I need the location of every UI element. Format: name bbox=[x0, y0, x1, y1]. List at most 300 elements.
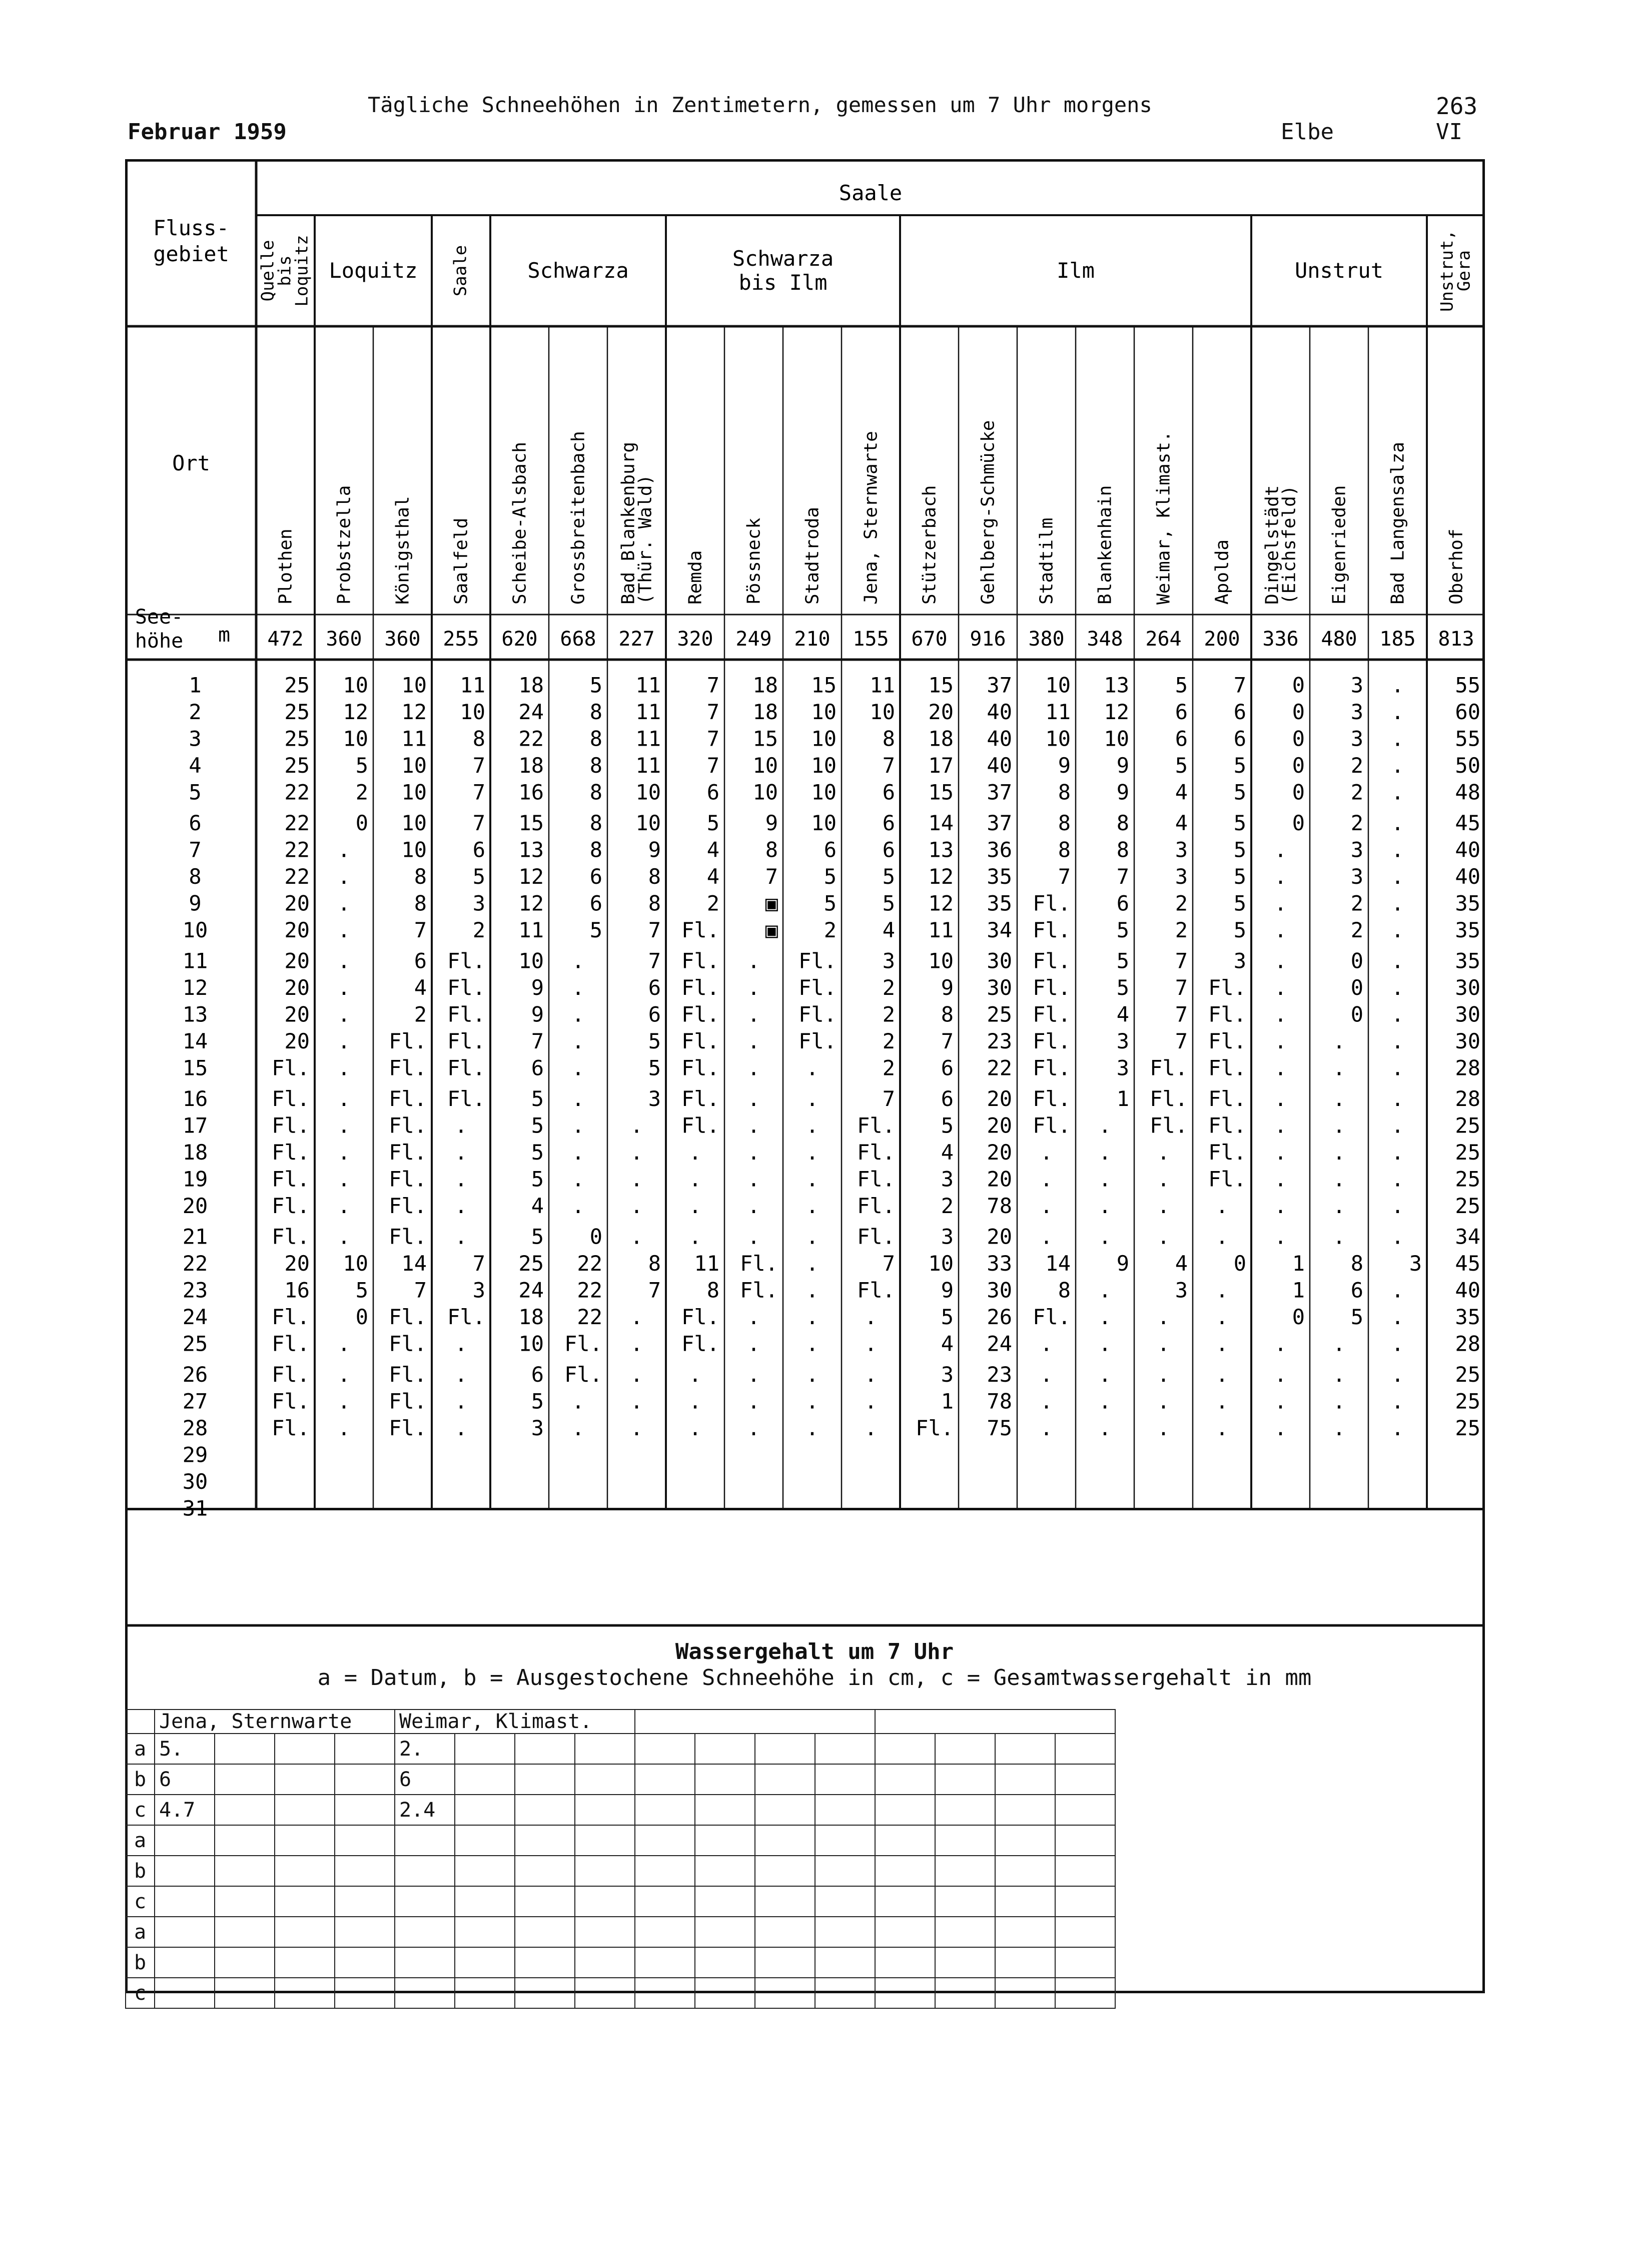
table-cell: 9 bbox=[1116, 1251, 1129, 1276]
table-cell: 5 bbox=[589, 673, 602, 698]
table-cell: 7 bbox=[1175, 948, 1188, 973]
table-cell: . bbox=[1040, 1416, 1053, 1440]
table-cell: . bbox=[630, 1140, 643, 1165]
table-cell: Fl. bbox=[1033, 1029, 1071, 1053]
table-cell: 7 bbox=[472, 1251, 485, 1276]
table-cell: . bbox=[337, 1113, 351, 1138]
table-cell: 25 bbox=[284, 753, 310, 778]
table-cell: 10 bbox=[1045, 673, 1071, 698]
table-cell: Fl. bbox=[1150, 1113, 1188, 1138]
table-cell: Fl. bbox=[564, 1331, 602, 1356]
table-cell: 5 bbox=[1175, 753, 1188, 778]
table-cell: 20 bbox=[987, 1167, 1012, 1192]
table-cell: 8 bbox=[1058, 780, 1071, 805]
table-cell: 6 bbox=[941, 1086, 954, 1111]
table-cell: . bbox=[805, 1140, 819, 1165]
station-elevation: 916 bbox=[970, 628, 1006, 651]
table-cell: . bbox=[454, 1416, 468, 1440]
table-cell: . bbox=[1391, 726, 1404, 751]
table-cell: 3 bbox=[1116, 1029, 1129, 1053]
table-cell: . bbox=[1040, 1194, 1053, 1218]
table-cell: Fl. bbox=[447, 1086, 485, 1111]
table-cell: 75 bbox=[987, 1416, 1012, 1440]
day-label: 11 bbox=[182, 948, 208, 973]
table-cell: 7 bbox=[414, 918, 427, 942]
table-cell: Fl. bbox=[1150, 1086, 1188, 1111]
table-cell: 2 bbox=[882, 975, 895, 1000]
table-cell: Fl. bbox=[272, 1416, 310, 1440]
table-cell: . bbox=[688, 1389, 702, 1414]
table-cell: . bbox=[1391, 837, 1404, 862]
table-cell: . bbox=[1332, 1029, 1346, 1053]
table-cell: Fl. bbox=[916, 1416, 954, 1440]
table-cell: . bbox=[454, 1224, 468, 1249]
table-cell: Fl. bbox=[681, 1029, 719, 1053]
table-cell: . bbox=[337, 1167, 351, 1192]
table-cell: . bbox=[747, 1305, 760, 1329]
table-cell: . bbox=[1098, 1416, 1112, 1440]
table-cell: . bbox=[1274, 891, 1287, 916]
table-cell: 45 bbox=[1455, 1251, 1480, 1276]
water-cell: 2.4 bbox=[395, 1795, 455, 1825]
day-label: 16 bbox=[182, 1086, 208, 1111]
station-elevation: 200 bbox=[1204, 628, 1240, 651]
table-cell: 26 bbox=[987, 1305, 1012, 1329]
table-cell: . bbox=[688, 1140, 702, 1165]
table-cell: . bbox=[1332, 1167, 1346, 1192]
table-cell: . bbox=[1157, 1167, 1170, 1192]
table-cell: 10 bbox=[343, 726, 368, 751]
table-cell: 15 bbox=[518, 811, 544, 835]
station-name: Plothen bbox=[275, 528, 296, 605]
table-cell: . bbox=[688, 1194, 702, 1218]
table-cell: 7 bbox=[1175, 975, 1188, 1000]
table-cell: . bbox=[1098, 1305, 1112, 1329]
station-name: Eigenrieden bbox=[1329, 485, 1350, 605]
table-cell: 28 bbox=[1455, 1055, 1480, 1080]
table-cell: Fl. bbox=[681, 975, 719, 1000]
day-label: 19 bbox=[182, 1167, 208, 1192]
table-cell: 9 bbox=[531, 975, 544, 1000]
table-cell: . bbox=[805, 1224, 819, 1249]
table-cell: 8 bbox=[941, 1002, 954, 1027]
table-cell: . bbox=[1391, 753, 1404, 778]
table-cell: 20 bbox=[284, 891, 310, 916]
station-elevation: 620 bbox=[501, 628, 538, 651]
table-cell: 8 bbox=[589, 753, 602, 778]
table-cell: 9 bbox=[1116, 780, 1129, 805]
table-cell: . bbox=[1274, 1002, 1287, 1027]
table-cell: Fl. bbox=[857, 1140, 895, 1165]
table-cell: . bbox=[1391, 1416, 1404, 1440]
table-cell: . bbox=[1215, 1305, 1229, 1329]
table-cell: 7 bbox=[1233, 673, 1246, 698]
table-cell: 25 bbox=[1455, 1140, 1480, 1165]
table-cell: 24 bbox=[518, 1278, 544, 1303]
table-cell: . bbox=[1391, 1194, 1404, 1218]
table-cell: Fl. bbox=[1208, 1113, 1246, 1138]
table-cell: 25 bbox=[1455, 1389, 1480, 1414]
table-cell: . bbox=[1274, 1389, 1287, 1414]
table-cell: Fl. bbox=[857, 1167, 895, 1192]
table-cell: 7 bbox=[765, 864, 778, 889]
table-cell: . bbox=[630, 1224, 643, 1249]
day-label: 17 bbox=[182, 1113, 208, 1138]
table-cell: 10 bbox=[752, 753, 778, 778]
table-cell: . bbox=[1332, 1113, 1346, 1138]
table-cell: Fl. bbox=[272, 1305, 310, 1329]
table-cell: 3 bbox=[1233, 948, 1246, 973]
table-cell: . bbox=[1040, 1331, 1053, 1356]
table-cell: 23 bbox=[987, 1029, 1012, 1053]
station-elevation: 348 bbox=[1087, 628, 1123, 651]
table-cell: 5 bbox=[1175, 673, 1188, 698]
station-name: Königsthal bbox=[392, 496, 413, 605]
day-label: 15 bbox=[182, 1055, 208, 1080]
table-cell: 3 bbox=[531, 1416, 544, 1440]
table-cell: 20 bbox=[987, 1140, 1012, 1165]
station-elevation: 472 bbox=[267, 628, 304, 651]
table-cell: Fl. bbox=[857, 1224, 895, 1249]
table-cell: . bbox=[1215, 1389, 1229, 1414]
table-cell: . bbox=[1274, 864, 1287, 889]
table-cell: 0 bbox=[589, 1224, 602, 1249]
table-cell: . bbox=[1391, 1113, 1404, 1138]
table-cell: 3 bbox=[1175, 837, 1188, 862]
day-label: 8 bbox=[189, 864, 202, 889]
day-label: 9 bbox=[189, 891, 202, 916]
table-cell: . bbox=[1098, 1113, 1112, 1138]
table-cell: 8 bbox=[472, 726, 485, 751]
water-content-legend: a = Datum, b = Ausgestochene Schneehöhe in cm, c = Gesamtwassergehalt in mm bbox=[317, 1665, 1312, 1690]
station-elevation: 320 bbox=[677, 628, 713, 651]
table-cell: Fl. bbox=[389, 1055, 427, 1080]
date-heading: Februar 1959 bbox=[128, 119, 287, 145]
table-cell: 5 bbox=[472, 864, 485, 889]
table-cell: . bbox=[630, 1362, 643, 1387]
table-cell: 1 bbox=[1116, 1086, 1129, 1111]
table-cell: Fl. bbox=[447, 1029, 485, 1053]
table-cell: Fl. bbox=[389, 1389, 427, 1414]
table-cell: 0 bbox=[1292, 700, 1305, 724]
main-group-label: Saale bbox=[839, 181, 903, 205]
table-cell: . bbox=[630, 1167, 643, 1192]
day-label: 3 bbox=[189, 726, 202, 751]
table-cell: Fl. bbox=[272, 1389, 310, 1414]
table-cell: Fl. bbox=[681, 918, 719, 942]
table-cell: 0 bbox=[355, 1305, 368, 1329]
table-cell: 6 bbox=[882, 780, 895, 805]
table-cell: 5 bbox=[1233, 811, 1246, 835]
table-cell: 4 bbox=[941, 1331, 954, 1356]
table-cell: . bbox=[1391, 1029, 1404, 1053]
table-cell: 6 bbox=[1233, 700, 1246, 724]
table-cell: . bbox=[1391, 864, 1404, 889]
table-cell: ▣ bbox=[765, 918, 778, 942]
table-cell: 6 bbox=[1350, 1278, 1363, 1303]
day-label: 23 bbox=[182, 1278, 208, 1303]
table-cell: . bbox=[1098, 1140, 1112, 1165]
table-cell: 25 bbox=[284, 673, 310, 698]
table-cell: . bbox=[571, 1002, 585, 1027]
table-cell: 0 bbox=[1350, 975, 1363, 1000]
table-cell: . bbox=[1391, 1224, 1404, 1249]
table-cell: 7 bbox=[1116, 864, 1129, 889]
table-cell: 5 bbox=[1116, 918, 1129, 942]
water-cell: 5. bbox=[155, 1734, 215, 1764]
table-cell: . bbox=[805, 1278, 819, 1303]
table-cell: . bbox=[337, 918, 351, 942]
table-cell: 2 bbox=[941, 1194, 954, 1218]
table-cell: . bbox=[454, 1167, 468, 1192]
table-cell: 2 bbox=[824, 918, 837, 942]
table-cell: . bbox=[1391, 1278, 1404, 1303]
table-cell: 37 bbox=[987, 811, 1012, 835]
table-cell: 6 bbox=[589, 864, 602, 889]
table-cell: . bbox=[571, 1140, 585, 1165]
table-cell: 5 bbox=[531, 1224, 544, 1249]
table-cell: 10 bbox=[811, 700, 837, 724]
table-cell: Fl. bbox=[1033, 975, 1071, 1000]
table-cell: 6 bbox=[706, 780, 719, 805]
table-cell: 11 bbox=[635, 673, 661, 698]
group-label: Saale bbox=[450, 245, 470, 297]
table-cell: Fl. bbox=[1208, 1055, 1246, 1080]
table-cell: Fl. bbox=[1208, 1029, 1246, 1053]
table-cell: . bbox=[630, 1331, 643, 1356]
table-cell: 20 bbox=[987, 1086, 1012, 1111]
table-cell: 6 bbox=[414, 948, 427, 973]
basin-label: Elbe bbox=[1281, 119, 1334, 145]
table-cell: . bbox=[571, 948, 585, 973]
table-cell: . bbox=[1274, 918, 1287, 942]
table-cell: 22 bbox=[577, 1251, 602, 1276]
table-cell: . bbox=[571, 1113, 585, 1138]
table-cell: 33 bbox=[987, 1251, 1012, 1276]
table-cell: 10 bbox=[518, 1331, 544, 1356]
table-cell: 9 bbox=[941, 1278, 954, 1303]
table-cell: ▣ bbox=[765, 891, 778, 916]
table-cell: 8 bbox=[589, 780, 602, 805]
table-cell: . bbox=[337, 1362, 351, 1387]
table-cell: 10 bbox=[928, 1251, 954, 1276]
table-cell: 8 bbox=[882, 726, 895, 751]
table-cell: Fl. bbox=[389, 1362, 427, 1387]
table-cell: 5 bbox=[824, 891, 837, 916]
table-cell: . bbox=[337, 1224, 351, 1249]
table-cell: 23 bbox=[987, 1362, 1012, 1387]
table-cell: Fl. bbox=[740, 1251, 778, 1276]
table-cell: 25 bbox=[1455, 1362, 1480, 1387]
table-cell: 35 bbox=[1455, 891, 1480, 916]
table-cell: . bbox=[337, 1331, 351, 1356]
table-cell: 0 bbox=[1350, 948, 1363, 973]
table-cell: Fl. bbox=[1208, 975, 1246, 1000]
table-cell: 2 bbox=[1350, 891, 1363, 916]
table-cell: 37 bbox=[987, 673, 1012, 698]
group-label: Unstrut,Gera bbox=[1437, 230, 1474, 312]
table-cell: 7 bbox=[472, 780, 485, 805]
table-cell: . bbox=[1332, 1055, 1346, 1080]
table-cell: . bbox=[1274, 1055, 1287, 1080]
table-cell: 6 bbox=[824, 837, 837, 862]
table-cell: 3 bbox=[472, 1278, 485, 1303]
table-cell: 8 bbox=[589, 726, 602, 751]
table-cell: 18 bbox=[518, 753, 544, 778]
station-name: Bad Blankenburg(Thür. Wald) bbox=[618, 441, 656, 605]
table-cell: 17 bbox=[928, 753, 954, 778]
table-cell: . bbox=[1391, 811, 1404, 835]
table-cell: . bbox=[1274, 975, 1287, 1000]
table-cell: 22 bbox=[518, 726, 544, 751]
table-cell: . bbox=[1274, 1086, 1287, 1111]
table-cell: . bbox=[747, 1167, 760, 1192]
table-cell: 8 bbox=[706, 1278, 719, 1303]
table-cell: 78 bbox=[987, 1389, 1012, 1414]
table-cell: 10 bbox=[401, 780, 427, 805]
table-cell: . bbox=[747, 1055, 760, 1080]
table-cell: 10 bbox=[1104, 726, 1129, 751]
table-cell: . bbox=[454, 1362, 468, 1387]
table-cell: 30 bbox=[987, 948, 1012, 973]
table-cell: 10 bbox=[401, 811, 427, 835]
table-cell: . bbox=[571, 975, 585, 1000]
table-cell: 30 bbox=[987, 1278, 1012, 1303]
table-cell: . bbox=[1391, 780, 1404, 805]
table-cell: . bbox=[1391, 1086, 1404, 1111]
station-elevation: 227 bbox=[618, 628, 655, 651]
table-cell: 5 bbox=[531, 1389, 544, 1414]
table-cell: 5 bbox=[941, 1305, 954, 1329]
table-cell: . bbox=[1274, 1029, 1287, 1053]
table-cell: . bbox=[337, 891, 351, 916]
table-cell: Fl. bbox=[857, 1194, 895, 1218]
table-cell: Fl. bbox=[389, 1224, 427, 1249]
table-cell: 30 bbox=[1455, 1002, 1480, 1027]
table-cell: Fl. bbox=[1033, 918, 1071, 942]
table-cell: 78 bbox=[987, 1194, 1012, 1218]
table-cell: 14 bbox=[401, 1251, 427, 1276]
table-cell: 9 bbox=[941, 975, 954, 1000]
table-cell: . bbox=[805, 1331, 819, 1356]
table-cell: Fl. bbox=[681, 1055, 719, 1080]
table-cell: 28 bbox=[1455, 1331, 1480, 1356]
day-label: 5 bbox=[189, 780, 202, 805]
table-cell: . bbox=[1157, 1389, 1170, 1414]
table-cell: 15 bbox=[811, 673, 837, 698]
table-cell: . bbox=[1157, 1416, 1170, 1440]
table-cell: 7 bbox=[648, 918, 661, 942]
table-cell: Fl. bbox=[1033, 1305, 1071, 1329]
table-cell: Fl. bbox=[1033, 1002, 1071, 1027]
table-cell: 7 bbox=[706, 726, 719, 751]
table-cell: 15 bbox=[752, 726, 778, 751]
day-label: 21 bbox=[182, 1224, 208, 1249]
table-cell: 14 bbox=[928, 811, 954, 835]
table-cell: Fl. bbox=[681, 1086, 719, 1111]
table-cell: . bbox=[747, 1140, 760, 1165]
table-cell: . bbox=[630, 1416, 643, 1440]
table-cell: 7 bbox=[941, 1029, 954, 1053]
table-cell: 7 bbox=[1058, 864, 1071, 889]
table-cell: . bbox=[1391, 1305, 1404, 1329]
table-cell: 12 bbox=[401, 700, 427, 724]
group-label: Unstrut bbox=[1294, 258, 1384, 283]
table-cell: 0 bbox=[355, 811, 368, 835]
table-cell: 18 bbox=[518, 1305, 544, 1329]
station-name: Dingelstädt(Eichsfeld) bbox=[1262, 485, 1300, 605]
table-cell: 30 bbox=[987, 975, 1012, 1000]
table-cell: Fl. bbox=[798, 1002, 837, 1027]
table-cell: 10 bbox=[343, 1251, 368, 1276]
table-cell: 4 bbox=[941, 1140, 954, 1165]
table-cell: . bbox=[1391, 673, 1404, 698]
day-label: 13 bbox=[182, 1002, 208, 1027]
station-name: Stadtilm bbox=[1036, 517, 1057, 605]
table-cell: 5 bbox=[1233, 837, 1246, 862]
table-cell: 8 bbox=[414, 864, 427, 889]
table-cell: . bbox=[630, 1389, 643, 1414]
day-label: 26 bbox=[182, 1362, 208, 1387]
table-cell: 5 bbox=[355, 1278, 368, 1303]
table-cell: 16 bbox=[518, 780, 544, 805]
table-cell: . bbox=[1332, 1140, 1346, 1165]
row-label: c bbox=[126, 1795, 155, 1825]
table-cell: 11 bbox=[694, 1251, 719, 1276]
station-elevation: 668 bbox=[560, 628, 596, 651]
table-cell: 25 bbox=[1455, 1416, 1480, 1440]
table-cell: 13 bbox=[1104, 673, 1129, 698]
table-cell: 2 bbox=[1175, 918, 1188, 942]
table-cell: 4 bbox=[414, 975, 427, 1000]
table-cell: 7 bbox=[414, 1278, 427, 1303]
table-cell: 40 bbox=[1455, 837, 1480, 862]
table-cell: 24 bbox=[518, 700, 544, 724]
table-cell: 6 bbox=[531, 1362, 544, 1387]
group-label: Ilm bbox=[1057, 258, 1095, 283]
table-cell: Fl. bbox=[447, 948, 485, 973]
table-cell: 10 bbox=[401, 673, 427, 698]
table-cell: 8 bbox=[1058, 811, 1071, 835]
station-elevation: 336 bbox=[1262, 628, 1299, 651]
table-cell: 35 bbox=[1455, 918, 1480, 942]
table-cell: 11 bbox=[870, 673, 895, 698]
table-cell: . bbox=[337, 837, 351, 862]
table-cell: . bbox=[747, 948, 760, 973]
table-cell: . bbox=[1098, 1278, 1112, 1303]
table-cell: 0 bbox=[1292, 1305, 1305, 1329]
table-cell: . bbox=[630, 1194, 643, 1218]
table-cell: . bbox=[1040, 1389, 1053, 1414]
station-name: Pössneck bbox=[743, 517, 764, 605]
table-cell: Fl. bbox=[389, 1194, 427, 1218]
table-cell: . bbox=[1098, 1224, 1112, 1249]
table-cell: 10 bbox=[811, 726, 837, 751]
table-cell: 30 bbox=[1455, 1029, 1480, 1053]
table-cell: 5 bbox=[1350, 1305, 1363, 1329]
group-label: QuellebisLoquitz bbox=[258, 235, 312, 307]
table-cell: Fl. bbox=[389, 1167, 427, 1192]
table-cell: . bbox=[1332, 1416, 1346, 1440]
ort-label: Ort bbox=[172, 451, 210, 475]
table-cell: 8 bbox=[648, 1251, 661, 1276]
day-label: 1 bbox=[189, 673, 202, 698]
table-cell: . bbox=[864, 1389, 878, 1414]
table-cell: 6 bbox=[941, 1055, 954, 1080]
table-cell: . bbox=[1098, 1167, 1112, 1192]
table-cell: 3 bbox=[941, 1167, 954, 1192]
table-cell: . bbox=[1391, 1140, 1404, 1165]
